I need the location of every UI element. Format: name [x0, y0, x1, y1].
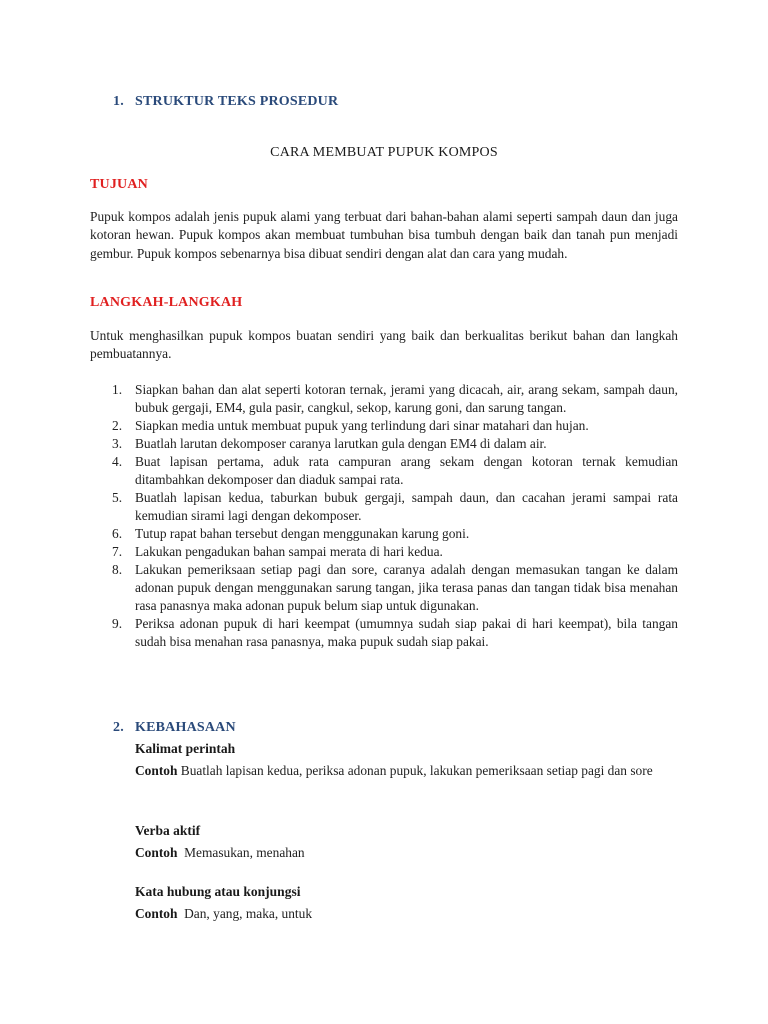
step-number: 9.	[112, 616, 123, 631]
section-1-number: 1.	[113, 94, 124, 109]
section-2-heading	[113, 720, 236, 736]
step-text: Siapkan bahan dan alat seperti kotoran ternak, jerami yang dicacah, air, arang sekam, sampah daun, bubuk gergaji, EM4, gula pasir, cangkul, sekop, karung goni, dan sarung tangan.	[135, 382, 678, 415]
tujuan-heading: TUJUAN	[90, 177, 148, 192]
kebahasaan-heading-verba-aktif: Verba aktif	[135, 823, 201, 838]
kebahasaan-example-konjungsi	[135, 903, 680, 924]
tujuan-paragraph: Pupuk kompos adalah jenis pupuk alami yang terbuat dari bahan-bahan alami seperti sampah daun dan juga kotoran hewan. Pupuk kompos akan membuat tumbuhan bisa tumbuh dengan baik dan tanah pun menjadi gembur. Pupuk kompos sebenarnya bisa dibuat sendiri dengan alat dan cara yang mudah.	[90, 209, 678, 261]
step-item	[90, 525, 678, 543]
section-2-title: KEBAHASAAN	[135, 720, 236, 735]
step-item	[90, 381, 678, 417]
step-number: 8.	[112, 562, 123, 577]
step-item	[90, 543, 678, 561]
step-item	[90, 615, 678, 651]
step-number: 7.	[112, 544, 123, 559]
example-text: Memasukan, menahan	[177, 845, 305, 860]
step-number: 4.	[112, 454, 123, 469]
langkah-heading: LANGKAH-LANGKAH	[90, 295, 243, 310]
example-label: Contoh	[135, 906, 178, 921]
step-item	[90, 561, 678, 615]
step-item	[90, 489, 678, 525]
step-text: Lakukan pemeriksaan setiap pagi dan sore, caranya adalah dengan memasukan tangan ke dalam adonan pupuk dengan menggunakan sarung tangan, jika terasa panas dan tangan tidak bisa menahan rasa panasnya maka adonan pupuk belum siap untuk digunakan.	[135, 562, 678, 613]
step-number: 5.	[112, 490, 123, 505]
section-2-number: 2.	[113, 720, 124, 735]
step-number: 6.	[112, 526, 123, 541]
step-text: Lakukan pengadukan bahan sampai merata di hari kedua.	[135, 544, 443, 559]
example-label: Contoh	[135, 845, 178, 860]
step-item	[90, 453, 678, 489]
example-text: Dan, yang, maka, untuk	[177, 906, 313, 921]
step-text: Buatlah larutan dekomposer caranya larutkan gula dengan EM4 di dalam air.	[135, 436, 547, 451]
steps-list	[90, 381, 678, 651]
kebahasaan-example-verba-aktif	[135, 842, 680, 863]
step-number: 3.	[112, 436, 123, 451]
step-text: Periksa adonan pupuk di hari keempat (umumnya sudah siap pakai di hari keempat), bila tangan sudah bisa menahan rasa panasnya, maka pupuk sudah siap pakai.	[135, 616, 678, 649]
step-text: Buatlah lapisan kedua, taburkan bubuk gergaji, sampah daun, dan cacahan jerami sampai rata kemudian sirami lagi dengan dekomposer.	[135, 490, 678, 523]
example-label: Contoh	[135, 763, 178, 778]
step-item	[90, 435, 678, 453]
step-text: Siapkan media untuk membuat pupuk yang terlindung dari sinar matahari dan hujan.	[135, 418, 589, 433]
step-number: 2.	[112, 418, 123, 433]
kebahasaan-example-kalimat-perintah	[135, 760, 680, 781]
kebahasaan-heading-konjungsi: Kata hubung atau konjungsi	[135, 884, 301, 899]
step-text: Buat lapisan pertama, aduk rata campuran arang sekam dengan kotoran ternak kemudian ditambahkan dekomposer dan diaduk sampai rata.	[135, 454, 678, 487]
kebahasaan-heading-kalimat-perintah: Kalimat perintah	[135, 741, 236, 756]
example-text: Buatlah lapisan kedua, periksa adonan pupuk, lakukan pemeriksaan setiap pagi dan sore	[177, 763, 653, 778]
section-1-heading	[113, 94, 338, 110]
step-item	[90, 417, 678, 435]
step-text: Tutup rapat bahan tersebut dengan menggunakan karung goni.	[135, 526, 470, 541]
langkah-intro: Untuk menghasilkan pupuk kompos buatan sendiri yang baik dan berkualitas berikut bahan dan langkah pembuatannya.	[90, 328, 678, 362]
document-title: CARA MEMBUAT PUPUK KOMPOS	[270, 145, 498, 160]
section-1-title: STRUKTUR TEKS PROSEDUR	[135, 94, 339, 109]
step-number: 1.	[112, 382, 123, 397]
